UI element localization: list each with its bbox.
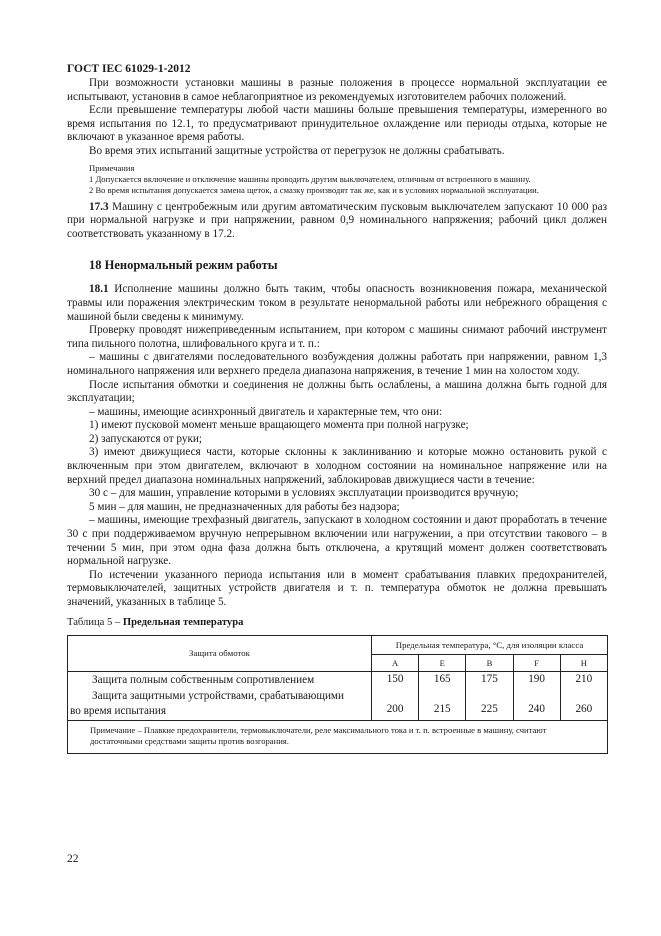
paragraph: При возможности установки машины в разные положения в процессе нормальной эксплуатации ее испытывают, установив в самое неблагоприятное из рекомендуемых изготовителем рабочих положений. [67,77,607,103]
table-header-class: B [466,655,513,672]
clause-number: 18.1 [89,283,109,296]
clause-18-1 [67,283,607,324]
paragraph: Если превышение температуры любой части машины больше превышения температуры, измеренного во время испытания по 12.1, то предусматривают принудительное охлаждение или периоды отдыха, которые не включают в указанное время работы. [67,104,607,144]
paragraph: – машины, имеющие трехфазный двигатель, запускают в холодном состоянии и дают проработать в течение 30 с при поддерживаемом вручную непрерывном включении или нагружении, а при отсутствии такового – в течении 5 мин, при этом одна фаза должна быть отключена, а крутящий момент должен соответствовать нормальной нагрузке. [67,514,607,568]
temperature-table [67,635,608,754]
table-header-class: H [560,655,607,672]
list-item: 1) имеют пусковой момент меньше вращающего момента при полной нагрузке; [89,419,469,432]
list-item: 3) имеют движущиеся части, которые склонны к заклиниванию и которые можно остановить рукой с включенным при этом двигателем, включают в холодном состоянии на номинальное напряжение или на верхний предел диапазона номинальных напряжений, заблокировав движущиеся части в течение: [67,446,607,486]
row-label: во время испытания [70,705,167,718]
table-header-class: A [372,655,419,672]
table-header-limit-temp: Предельная температура, °С, для изоляции класса [372,636,608,655]
table-note: Примечание – Плавкие предохранители, термовыключатели, реле максимального тока и т. п. встроенные в машину, считают достаточными средствами защиты против возгорания. [68,721,608,754]
table-caption: Таблица 5 – Предельная температура [67,616,244,628]
paragraph: – машины, имеющие асинхронный двигатель и характерные тем, что они: [89,405,443,418]
table-header-class: E [419,655,466,672]
paragraph: После испытания обмотки и соединения не должны быть ослаблены, а машина должна быть годной для эксплуатации; [67,378,607,405]
notes-heading: Примечания [89,162,135,173]
paragraph: – машины с двигателями последовательного возбуждения должны работать при напряжении, равном 1,3 номинального напряжения или верхнего предела диапазона напряжения, в течение 1 мин на холостом ходу. [67,351,607,377]
table-caption-title: Предельная температура [122,616,244,628]
list-item: 30 с – для машин, управление которыми в условиях эксплуатации производится вручную; [89,487,519,500]
list-item: 2) запускаются от руки; [89,432,202,445]
note-1: 1 Допускается включение и отключение машины проводить другим выключателем, отличным от встроенного в машину. [89,173,531,184]
note-2: 2 Во время испытания допускается замена щеток, а смазку производят так же, как и в условиях нормальной эксплуатации. [89,184,539,195]
clause-text: Исполнение машины должно быть таким, чтобы опасность возникновения пожара, механической травмы или поражения электрическим током в результате ненормальной работы или небрежного обращения с машиной были сведены к минимуму. [67,283,608,323]
table-header-protection: Защита обмоток [68,636,372,672]
section-title: 18 Ненормальный режим работы [89,258,278,273]
list-item: 5 мин – для машин, не предназначенных для работы без надзора; [89,500,400,513]
table-cell: 210 260 [560,672,607,721]
row-label: Защита защитными устройствами, срабатывающими [92,690,345,703]
clause-number: 17.3 [89,200,109,213]
row-label: Защита полным собственным сопротивлением [92,674,315,687]
page-number: 22 [67,853,79,865]
table-cell: 165 215 [419,672,466,721]
table-row-labels [68,672,372,721]
table-cell: 175 225 [466,672,513,721]
standard-header: ГОСТ IEC 61029-1-2012 [67,63,191,75]
paragraph: Проверку проводят нижеприведенным испытанием, при котором с машины снимают рабочий инструмент типа пильного полотна, шлифовального круга и т. п.: [67,324,607,350]
clause-text: Машину с центробежным или другим автоматическим пусковым выключателем запускают 10 000 раз при нормальной нагрузке и при напряжении, равном 0,9 номинального напряжения; рабочий цикл должен соответствовать указанному в 17.2. [67,200,608,240]
paragraph: Во время этих испытаний защитные устройства от перегрузок не должны срабатывать. [89,144,505,157]
table-header-class: F [513,655,560,672]
page-body [67,77,607,754]
clause-17-3 [67,201,607,242]
table-cell: 190 240 [513,672,560,721]
paragraph: По истечении указанного периода испытания или в момент срабатывания плавких предохранителей, термовыключателей, защитных устройств двигателя и т. п. температура обмоток не должна превышать значений, указанных в таблице 5. [67,568,607,608]
table-cell: 150 200 [372,672,419,721]
